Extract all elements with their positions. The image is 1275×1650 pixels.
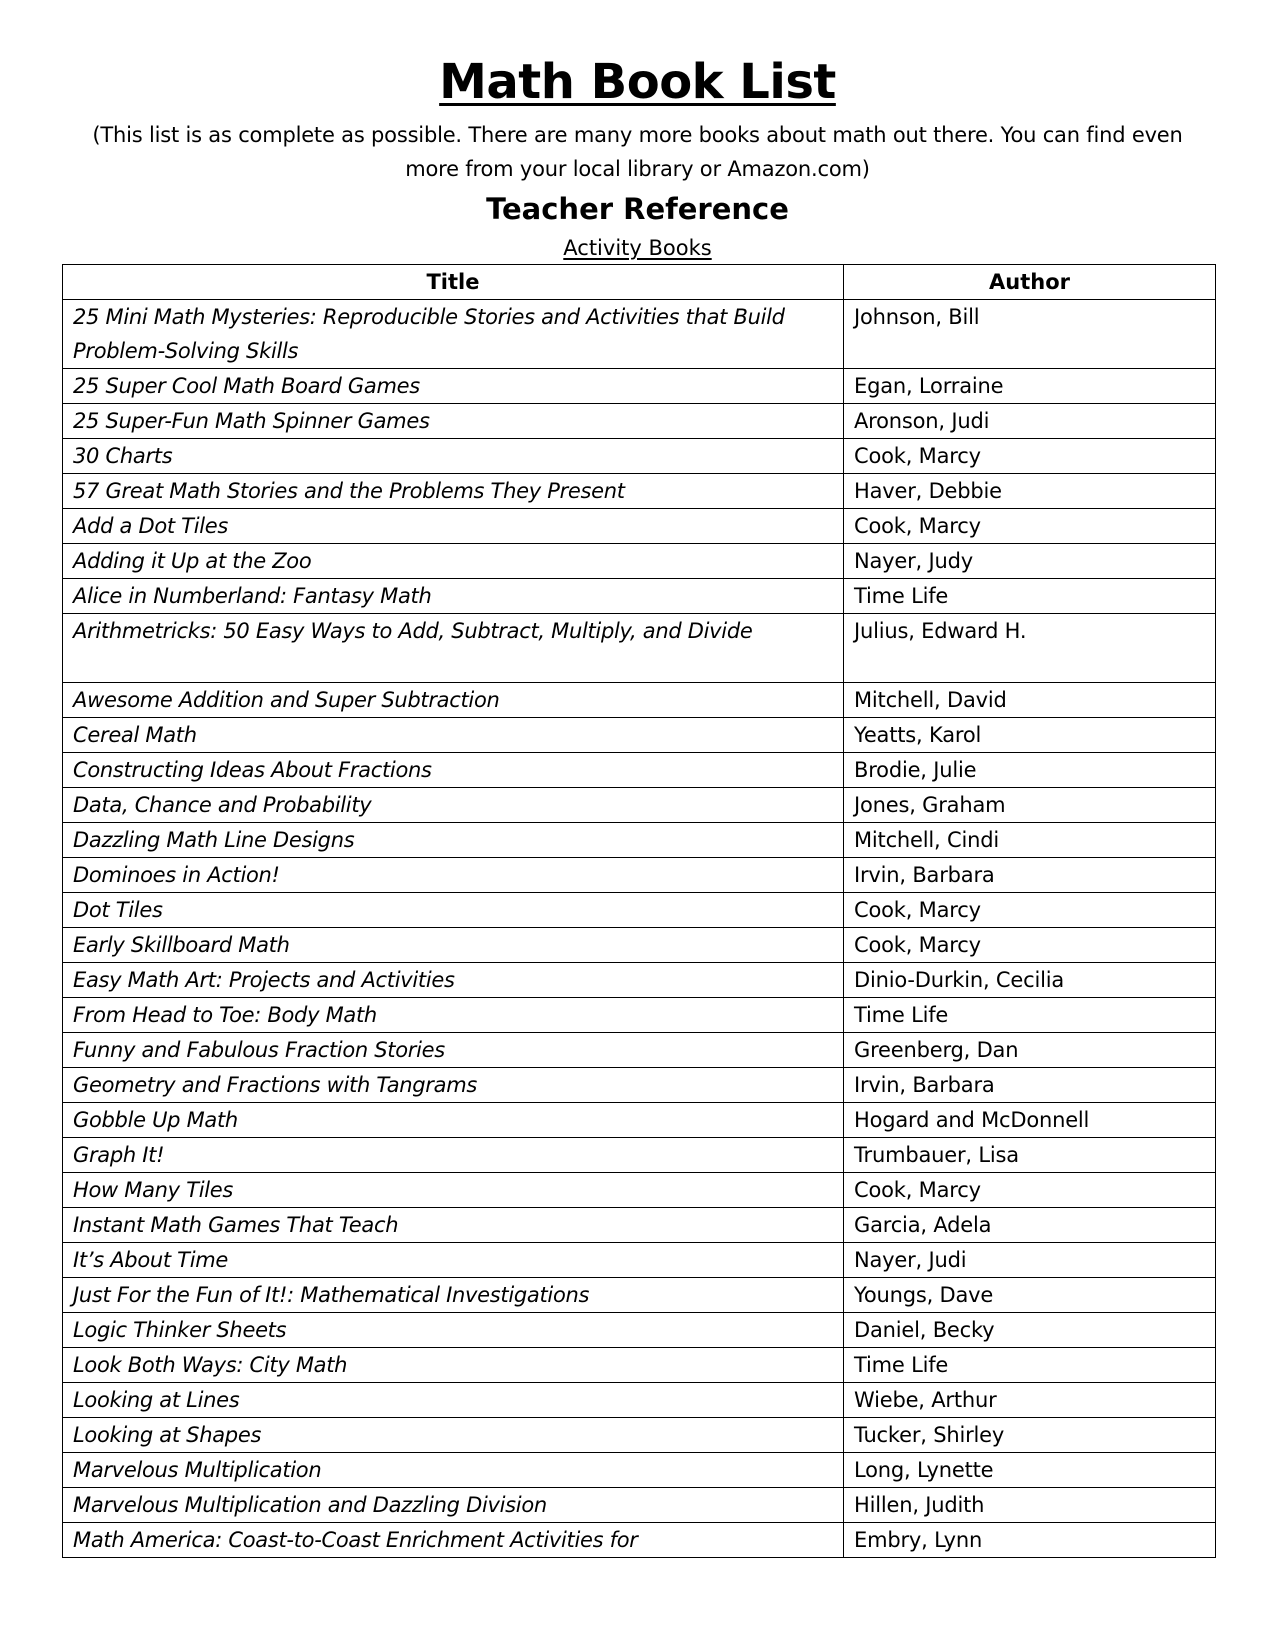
table-row — [63, 998, 1216, 1033]
book-author-cell: Time Life — [844, 1348, 1216, 1383]
book-title-cell: 25 Mini Math Mysteries: Reproducible Stories and Activities that Build Problem-Solving Skills — [63, 300, 844, 369]
book-author-cell: Jones, Graham — [844, 788, 1216, 823]
page-title-text: Math Book List — [439, 54, 836, 110]
book-title-cell: Cereal Math — [63, 718, 844, 753]
book-author-cell: Trumbauer, Lisa — [844, 1138, 1216, 1173]
table-row — [63, 1453, 1216, 1488]
book-title-cell: Just For the Fun of It!: Mathematical Investigations — [63, 1278, 844, 1313]
book-author-cell: Nayer, Judy — [844, 544, 1216, 579]
page-subtitle: (This list is as complete as possible. There are many more books about math out there. You can find even more from your local library or Amazon.com) — [92, 123, 1183, 181]
table-row — [63, 300, 1216, 369]
book-author-cell: Cook, Marcy — [844, 928, 1216, 963]
book-author-cell: Yeatts, Karol — [844, 718, 1216, 753]
table-row — [63, 579, 1216, 614]
book-author-cell: Youngs, Dave — [844, 1278, 1216, 1313]
book-title-cell: Looking at Shapes — [63, 1418, 844, 1453]
table-row — [63, 1068, 1216, 1103]
book-title-cell: Awesome Addition and Super Subtraction — [63, 683, 844, 718]
book-author-cell: Julius, Edward H. — [844, 614, 1216, 683]
book-title-cell: Early Skillboard Math — [63, 928, 844, 963]
table-row — [63, 1383, 1216, 1418]
book-title-cell: Data, Chance and Probability — [63, 788, 844, 823]
book-author-cell: Brodie, Julie — [844, 753, 1216, 788]
table-row — [63, 1173, 1216, 1208]
column-header-author: Author — [844, 265, 1216, 300]
table-row — [63, 823, 1216, 858]
book-author-cell: Wiebe, Arthur — [844, 1383, 1216, 1418]
book-title-cell: Funny and Fabulous Fraction Stories — [63, 1033, 844, 1068]
book-author-cell: Mitchell, David — [844, 683, 1216, 718]
book-table-body — [63, 300, 1216, 1558]
book-author-cell: Hillen, Judith — [844, 1488, 1216, 1523]
book-title-cell: It’s About Time — [63, 1243, 844, 1278]
book-title-cell: 25 Super Cool Math Board Games — [63, 369, 844, 404]
table-row — [63, 509, 1216, 544]
table-row — [63, 1313, 1216, 1348]
book-author-cell: Cook, Marcy — [844, 893, 1216, 928]
book-author-cell: Egan, Lorraine — [844, 369, 1216, 404]
sub-section-heading — [0, 234, 1275, 262]
book-author-cell: Embry, Lynn — [844, 1523, 1216, 1558]
book-author-cell: Time Life — [844, 579, 1216, 614]
book-author-cell: Mitchell, Cindi — [844, 823, 1216, 858]
book-author-cell: Garcia, Adela — [844, 1208, 1216, 1243]
table-row — [63, 1348, 1216, 1383]
book-title-cell: From Head to Toe: Body Math — [63, 998, 844, 1033]
table-row — [63, 893, 1216, 928]
book-author-cell: Nayer, Judi — [844, 1243, 1216, 1278]
book-title-cell: Marvelous Multiplication — [63, 1453, 844, 1488]
table-row — [63, 1103, 1216, 1138]
book-author-cell: Cook, Marcy — [844, 439, 1216, 474]
table-row — [63, 1138, 1216, 1173]
table-row — [63, 1488, 1216, 1523]
table-row — [63, 614, 1216, 683]
book-title-cell: Dazzling Math Line Designs — [63, 823, 844, 858]
book-author-cell: Time Life — [844, 998, 1216, 1033]
table-row — [63, 369, 1216, 404]
table-row — [63, 753, 1216, 788]
page-title — [0, 52, 1275, 112]
table-row — [63, 858, 1216, 893]
table-row — [63, 1278, 1216, 1313]
book-title-cell: 25 Super-Fun Math Spinner Games — [63, 404, 844, 439]
book-author-cell: Daniel, Becky — [844, 1313, 1216, 1348]
book-title-cell: How Many Tiles — [63, 1173, 844, 1208]
book-title-cell: Looking at Lines — [63, 1383, 844, 1418]
table-row — [63, 683, 1216, 718]
book-title-cell: Logic Thinker Sheets — [63, 1313, 844, 1348]
book-title-cell: Constructing Ideas About Fractions — [63, 753, 844, 788]
table-row — [63, 1208, 1216, 1243]
table-row — [63, 1418, 1216, 1453]
book-author-cell: Irvin, Barbara — [844, 1068, 1216, 1103]
book-title-cell: Instant Math Games That Teach — [63, 1208, 844, 1243]
book-title-cell: Math America: Coast-to-Coast Enrichment Activities for — [63, 1523, 844, 1558]
column-header-title: Title — [63, 265, 844, 300]
book-title-cell: Geometry and Fractions with Tangrams — [63, 1068, 844, 1103]
book-title-cell: Gobble Up Math — [63, 1103, 844, 1138]
book-author-cell: Dinio-Durkin, Cecilia — [844, 963, 1216, 998]
book-title-cell: Arithmetricks: 50 Easy Ways to Add, Subtract, Multiply, and Divide — [63, 614, 844, 683]
book-author-cell: Greenberg, Dan — [844, 1033, 1216, 1068]
table-row — [63, 788, 1216, 823]
book-title-cell: Easy Math Art: Projects and Activities — [63, 963, 844, 998]
book-author-cell: Long, Lynette — [844, 1453, 1216, 1488]
book-title-cell: Dominoes in Action! — [63, 858, 844, 893]
table-row — [63, 1243, 1216, 1278]
book-author-cell: Hogard and McDonnell — [844, 1103, 1216, 1138]
table-row — [63, 718, 1216, 753]
table-header-row — [63, 265, 1216, 300]
book-title-cell: Adding it Up at the Zoo — [63, 544, 844, 579]
book-author-cell: Aronson, Judi — [844, 404, 1216, 439]
book-title-cell: Add a Dot Tiles — [63, 509, 844, 544]
book-title-cell: Dot Tiles — [63, 893, 844, 928]
book-author-cell: Tucker, Shirley — [844, 1418, 1216, 1453]
table-row — [63, 474, 1216, 509]
book-title-cell: Alice in Numberland: Fantasy Math — [63, 579, 844, 614]
book-author-cell: Cook, Marcy — [844, 509, 1216, 544]
table-row — [63, 404, 1216, 439]
book-author-cell: Haver, Debbie — [844, 474, 1216, 509]
book-title-cell: Marvelous Multiplication and Dazzling Division — [63, 1488, 844, 1523]
table-row — [63, 1523, 1216, 1558]
table-row — [63, 963, 1216, 998]
sub-section-text: Activity Books — [563, 236, 712, 260]
book-title-cell: Look Both Ways: City Math — [63, 1348, 844, 1383]
section-title: Teacher Reference — [486, 192, 789, 226]
book-title-cell: 30 Charts — [63, 439, 844, 474]
book-table — [62, 264, 1216, 1558]
table-row — [63, 439, 1216, 474]
table-row — [63, 544, 1216, 579]
table-row — [63, 1033, 1216, 1068]
book-author-cell: Johnson, Bill — [844, 300, 1216, 369]
table-row — [63, 928, 1216, 963]
book-author-cell: Irvin, Barbara — [844, 858, 1216, 893]
book-title-cell: Graph It! — [63, 1138, 844, 1173]
book-title-cell: 57 Great Math Stories and the Problems They Present — [63, 474, 844, 509]
book-author-cell: Cook, Marcy — [844, 1173, 1216, 1208]
